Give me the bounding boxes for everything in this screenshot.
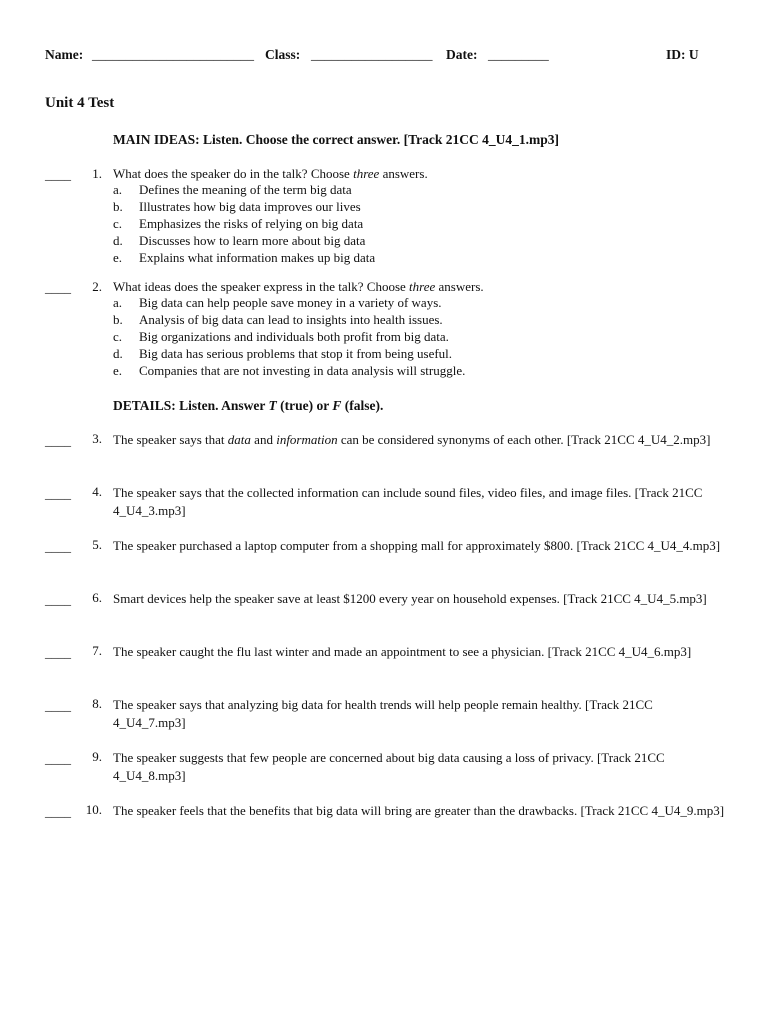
name-label: Name: (45, 47, 84, 62)
answer-blank[interactable]: ____ (45, 751, 71, 766)
option-letter: e. (113, 363, 123, 378)
question-number: 2. (92, 279, 102, 294)
option-text: Emphasizes the risks of relying on big data (139, 216, 364, 231)
question-number: 10. (85, 802, 102, 817)
option-text: Big data can help people save money in a variety of ways. (139, 295, 442, 310)
option-letter: e. (113, 250, 123, 265)
option-letter: b. (113, 199, 123, 214)
question-text: The speaker suggests that few people are concerned about big data causing a loss of privacy. [Track 21CC 4_U4_8.mp3] (113, 750, 665, 783)
question-text: The speaker says that analyzing big data for health trends will help people remain healthy. [Track 21CC 4_U4_7.mp3] (113, 697, 653, 730)
answer-blank[interactable]: ____ (45, 592, 71, 607)
question-number: 8. (92, 696, 102, 711)
answer-blank[interactable]: ____ (45, 645, 71, 660)
answer-blank[interactable]: ____ (45, 804, 71, 819)
question-text: The speaker feels that the benefits that big data will bring are greater than the drawbacks. [Track 21CC 4_U4_9.mp3] (113, 803, 725, 818)
option-letter: c. (113, 329, 123, 344)
option-text: Explains what information makes up big data (139, 250, 376, 265)
question-text: The speaker says that the collected information can include sound files, video files, and image files. [Track 21CC 4_U4_3.mp3] (113, 485, 703, 518)
question-number: 6. (92, 590, 102, 605)
option-text: Defines the meaning of the term big data (139, 182, 352, 197)
question-text: Smart devices help the speaker save at least $1200 every year on household expenses. [Track 21CC 4_U4_5.mp3] (113, 591, 707, 606)
question-text: What ideas does the speaker express in the talk? Choose three answers. (113, 279, 484, 294)
section-heading-main-ideas: MAIN IDEAS: Listen. Choose the correct answer. [Track 21CC 4_U4_1.mp3] (113, 132, 559, 147)
date-label: Date: (446, 47, 478, 62)
option-text: Discusses how to learn more about big data (139, 233, 366, 248)
option-letter: a. (113, 182, 123, 197)
answer-blank[interactable]: ____ (45, 433, 71, 448)
option-letter: d. (113, 233, 123, 248)
option-text: Big data has serious problems that stop it from being useful. (139, 346, 453, 361)
option-letter: a. (113, 295, 123, 310)
question-text: The speaker caught the flu last winter and made an appointment to see a physician. [Track 21CC 4_U4_6.mp3] (113, 644, 692, 659)
question-number: 7. (92, 643, 102, 658)
option-text: Big organizations and individuals both profit from big data. (139, 329, 449, 344)
date-field[interactable]: _________ (488, 47, 549, 62)
option-text: Illustrates how big data improves our lives (139, 199, 361, 214)
option-letter: c. (113, 216, 123, 231)
question-number: 1. (92, 166, 102, 181)
question-text: The speaker says that data and information can be considered synonyms of each other. [Track 21CC 4_U4_2.mp3] (113, 432, 711, 447)
option-text: Companies that are not investing in data analysis will struggle. (139, 363, 466, 378)
question-number: 3. (92, 431, 102, 446)
option-letter: b. (113, 312, 123, 327)
question-text: What does the speaker do in the talk? Choose three answers. (113, 166, 428, 181)
class-field[interactable]: __________________ (311, 47, 433, 62)
answer-blank[interactable]: ____ (45, 280, 71, 295)
name-field[interactable]: ________________________ (92, 47, 254, 62)
page-title: Unit 4 Test (45, 95, 115, 111)
id-label: ID: U (666, 47, 699, 62)
answer-blank[interactable]: ____ (45, 698, 71, 713)
option-letter: d. (113, 346, 123, 361)
answer-blank[interactable]: ____ (45, 539, 71, 554)
answer-blank[interactable]: ____ (45, 486, 71, 501)
section-heading-details: DETAILS: Listen. Answer T (true) or F (false). (113, 398, 384, 413)
question-number: 4. (92, 484, 102, 499)
question-number: 5. (92, 537, 102, 552)
option-text: Analysis of big data can lead to insights into health issues. (139, 312, 443, 327)
question-text: The speaker purchased a laptop computer from a shopping mall for approximately $800. [Track 21CC 4_U4_4.mp3] (113, 538, 721, 553)
class-label: Class: (265, 47, 301, 62)
question-number: 9. (92, 749, 102, 764)
answer-blank[interactable]: ____ (45, 167, 71, 182)
